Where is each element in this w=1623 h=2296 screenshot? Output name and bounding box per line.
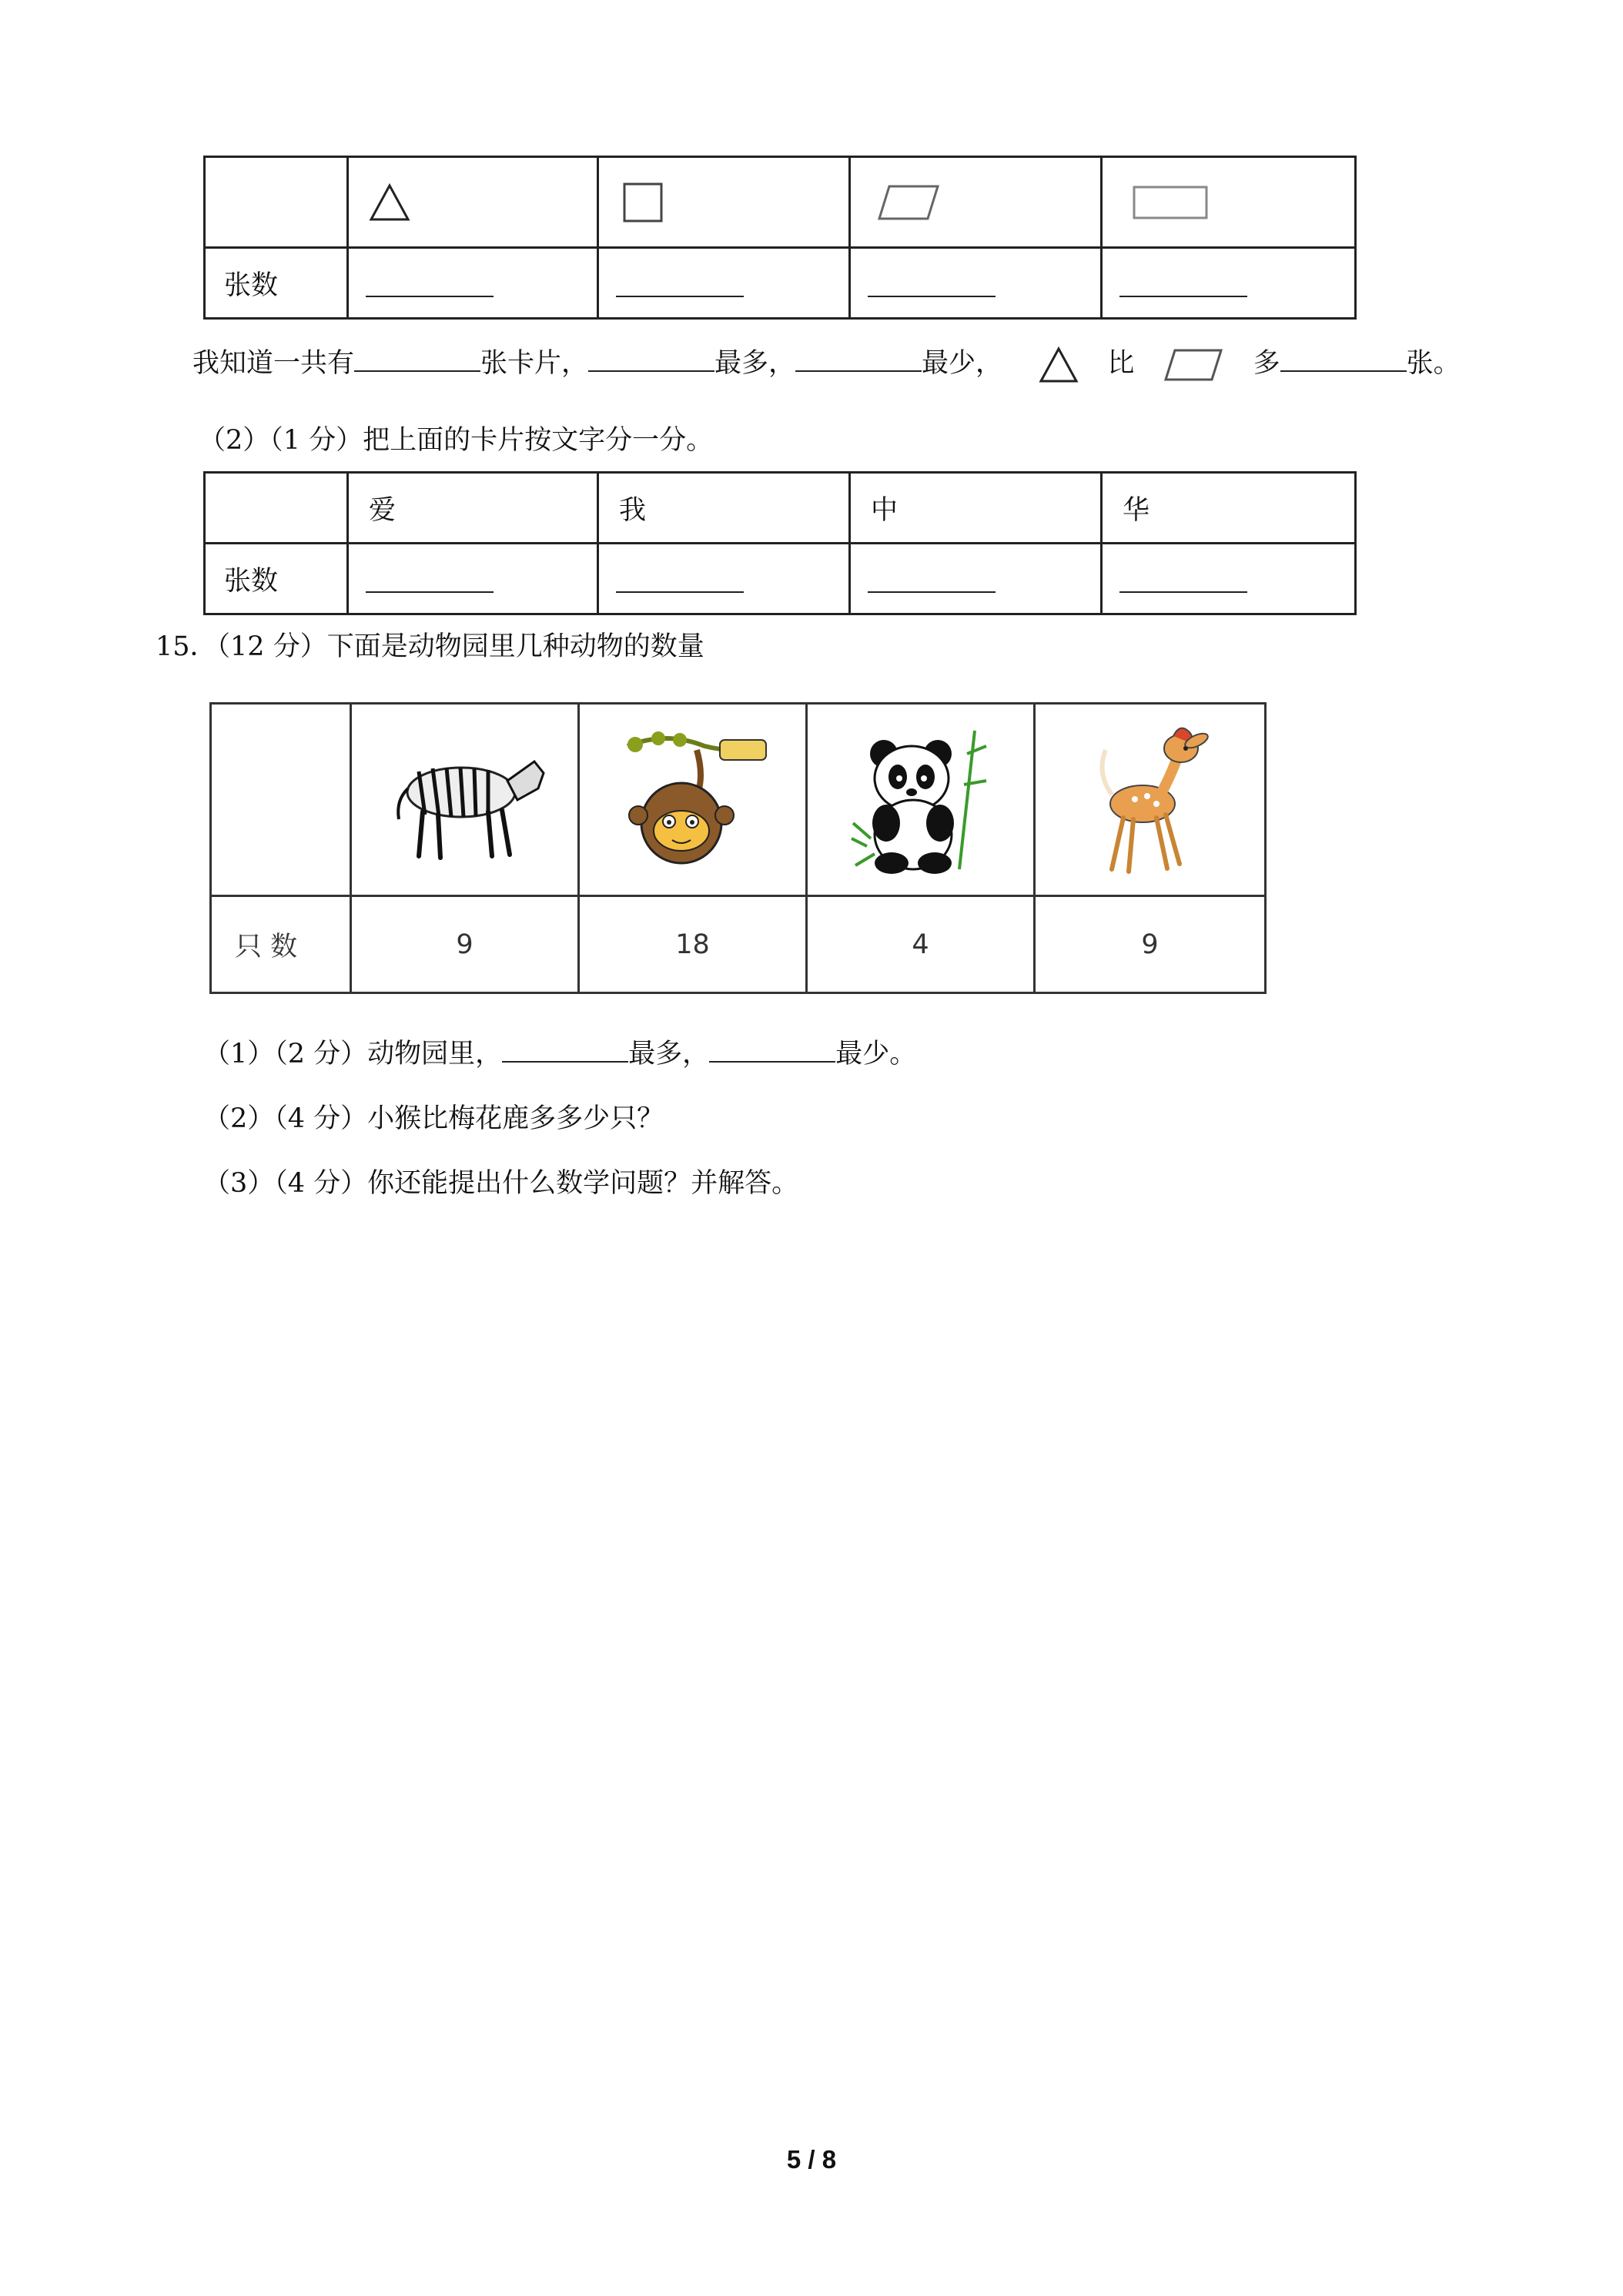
answer-blank[interactable] <box>588 347 714 372</box>
deer-cell <box>1035 704 1266 896</box>
deer-count: 9 <box>1141 929 1159 960</box>
answer-cell[interactable] <box>348 248 598 319</box>
answer-cell[interactable] <box>1102 544 1356 614</box>
monkey-cell <box>579 704 807 896</box>
answer-blank[interactable] <box>354 347 480 372</box>
header-cell <box>850 473 1102 544</box>
row-label: 张数 <box>224 269 279 301</box>
page-number: 5 / 8 <box>786 2145 837 2174</box>
rectangle-cell <box>1102 157 1356 248</box>
answer-blank[interactable] <box>868 296 996 297</box>
empty-header-cell <box>205 473 348 544</box>
sentence-text: 最少。 <box>835 1039 917 1069</box>
header-char: 我 <box>619 494 647 526</box>
sentence-text: 我知道一共有 <box>192 348 355 379</box>
header-cell <box>348 473 598 544</box>
zebra-cell <box>351 704 579 896</box>
sub-question-3: （3）（4 分）你还能提出什么数学问题？并解答。 <box>203 1168 799 1199</box>
empty-header-cell <box>205 157 348 248</box>
question-2-label: （2）（1 分）把上面的卡片按文字分一分。 <box>199 425 714 456</box>
panda-count: 4 <box>912 929 929 960</box>
monkey-count: 18 <box>675 929 710 960</box>
sentence-text: 最多， <box>628 1039 710 1069</box>
row-label: 只 数 <box>235 931 298 962</box>
character-count-table <box>203 471 1357 615</box>
answer-blank[interactable] <box>616 296 744 297</box>
header-cell <box>598 473 850 544</box>
row-label-cell <box>205 544 348 614</box>
row-label-cell <box>211 896 351 993</box>
triangle-cell <box>348 157 598 248</box>
answer-blank[interactable] <box>795 347 922 372</box>
sub-question-1 <box>203 1036 916 1073</box>
parallelogram-icon <box>1163 348 1223 382</box>
question-15-title: 15．（12 分）下面是动物园里几种动物的数量 <box>156 631 704 662</box>
deer-image <box>1081 719 1220 881</box>
count-cell <box>579 896 807 993</box>
answer-blank[interactable] <box>868 591 996 593</box>
header-char: 爱 <box>369 494 397 526</box>
answer-cell[interactable] <box>598 248 850 319</box>
zebra-count: 9 <box>456 929 474 960</box>
answer-blank[interactable] <box>1119 296 1247 297</box>
animal-count-table <box>209 702 1267 994</box>
parallelogram-cell <box>850 157 1102 248</box>
panda-image <box>844 723 998 877</box>
answer-cell[interactable] <box>1102 248 1356 319</box>
triangle-icon <box>1039 346 1079 383</box>
answer-blank[interactable] <box>1119 591 1247 593</box>
zebra-image <box>380 735 550 865</box>
sub-question-2: （2）（4 分）小猴比梅花鹿多多少只？ <box>203 1103 664 1134</box>
count-cell <box>1035 896 1266 993</box>
answer-cell[interactable] <box>850 544 1102 614</box>
sentence-text: 最少， <box>922 348 1003 379</box>
summary-sentence <box>192 345 1461 383</box>
sentence-text: （1）（2 分）动物园里， <box>203 1039 503 1069</box>
square-icon <box>622 182 664 223</box>
sentence-text: 张。 <box>1406 348 1461 379</box>
answer-blank[interactable] <box>366 591 494 593</box>
empty-header-cell <box>211 704 351 896</box>
count-cell <box>807 896 1035 993</box>
square-cell <box>598 157 850 248</box>
answer-blank[interactable] <box>1280 347 1407 372</box>
header-cell <box>1102 473 1356 544</box>
count-cell <box>351 896 579 993</box>
answer-cell[interactable] <box>348 544 598 614</box>
row-label-cell <box>205 248 348 319</box>
answer-blank[interactable] <box>366 296 494 297</box>
header-char: 华 <box>1123 494 1150 526</box>
sentence-text: 最多， <box>714 348 796 379</box>
shape-count-table <box>203 156 1357 320</box>
rectangle-icon <box>1132 185 1209 220</box>
panda-cell <box>807 704 1035 896</box>
sentence-text: 比 <box>1107 348 1135 379</box>
answer-blank[interactable] <box>709 1038 835 1063</box>
parallelogram-icon <box>877 184 940 221</box>
answer-cell[interactable] <box>598 544 850 614</box>
row-label: 张数 <box>224 565 279 597</box>
answer-blank[interactable] <box>502 1038 628 1063</box>
triangle-icon <box>369 183 410 222</box>
header-char: 中 <box>871 494 899 526</box>
answer-blank[interactable] <box>616 591 744 593</box>
sentence-text: 多 <box>1253 348 1280 379</box>
monkey-image <box>612 723 774 877</box>
sentence-text: 张卡片， <box>480 348 589 379</box>
answer-cell[interactable] <box>850 248 1102 319</box>
